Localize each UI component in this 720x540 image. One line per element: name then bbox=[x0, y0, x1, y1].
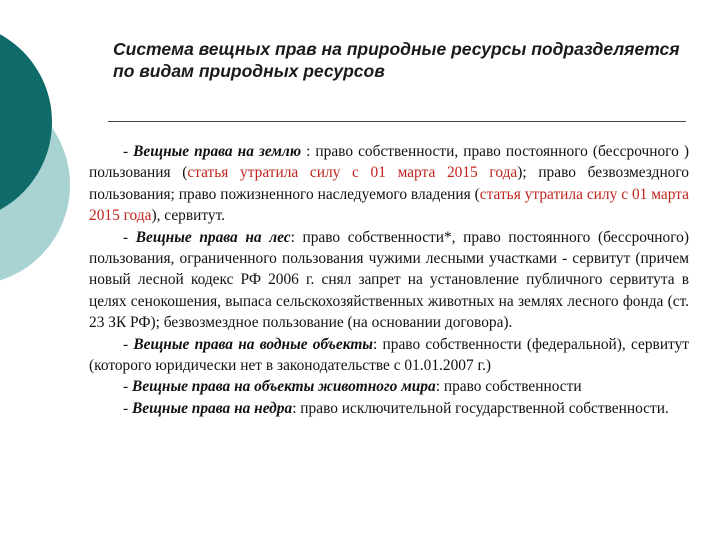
paragraph-forest bbox=[89, 227, 689, 334]
term-land: Вещные права на землю bbox=[133, 143, 302, 160]
term-animals: Вещные права на объекты животного мира bbox=[131, 378, 436, 396]
animals-text: : право собственности bbox=[435, 378, 582, 396]
bullet-dash: - bbox=[123, 335, 134, 353]
land-repealed-note-2: статья утратила силу с 01 марта 2015 года bbox=[89, 185, 689, 225]
bullet-dash: - bbox=[123, 399, 132, 417]
term-subsoil: Вещные права на недра bbox=[131, 399, 293, 417]
bullet-dash: - bbox=[123, 143, 134, 160]
term-forest: Вещные права на лес bbox=[135, 228, 291, 246]
term-water: Вещные права на водные объекты bbox=[133, 335, 373, 353]
slide-title: Система вещных прав на природные ресурсы подразделяется по видам природных ресурсов bbox=[113, 39, 680, 81]
water-text: : право собственности (федеральной), сервитут (которого юридически нет в законодательстве с 01.01.2007 г.) bbox=[89, 335, 689, 375]
subsoil-text: : право исключительной государственной собственности. bbox=[292, 399, 669, 417]
paragraph-animals bbox=[89, 376, 689, 397]
paragraph-subsoil bbox=[89, 398, 689, 419]
paragraph-land bbox=[89, 141, 689, 227]
land-repealed-note-1: статья утратила силу с 01 марта 2015 года bbox=[187, 164, 518, 182]
title-divider bbox=[108, 121, 686, 122]
land-text-a: : право собственности, право постоянного (бессрочного ) пользования ( bbox=[89, 143, 689, 182]
slide-body bbox=[89, 141, 689, 419]
bullet-dash: - bbox=[123, 228, 136, 246]
paragraph-water bbox=[89, 334, 689, 377]
land-text-b: ); право безвозмездного пользования; право пожизненного наследуемого владения ( bbox=[89, 164, 689, 203]
land-text-c: ), сервитут. bbox=[151, 207, 225, 225]
forest-text: : право собственности*, право постоянного (бессрочного) пользования, ограниченного пользования чужими лесными участками - сервитут (причем новый лесной кодекс РФ 2006 г. снял запрет на установление публичного сервитута в целях сенокошения, выпаса сельскохозяйственных животных на землях лесного фонда (ст. 23 ЗК РФ); безвозмездное пользование (на основании договора). bbox=[89, 228, 689, 332]
bullet-dash: - bbox=[123, 378, 132, 396]
